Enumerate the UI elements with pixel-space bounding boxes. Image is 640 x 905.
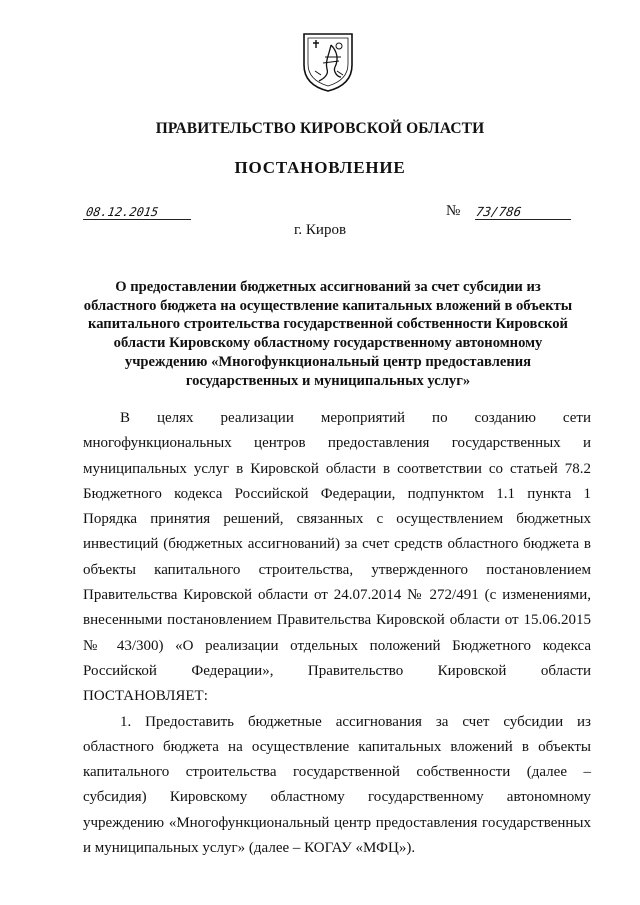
subject-line: капитального строительства государственной собственности Кировской [88, 316, 568, 333]
body-line: многофункциональных центров предоставления государственных и [83, 435, 591, 452]
document-number [446, 203, 572, 220]
body-line: № 43/300) «О реализации отдельных положений Бюджетного кодекса [83, 637, 591, 654]
body-line: учреждению «Многофункциональный центр предоставления государственных [83, 814, 591, 831]
body-line: В целях реализации мероприятий по созданию сети [120, 410, 591, 426]
subject-line: О предоставлении бюджетных ассигнований за счет субсидии из [115, 279, 541, 295]
city: г. Киров [293, 222, 347, 238]
kirov-coat-of-arms-icon [301, 31, 355, 93]
subject-line: области Кировскому областному государственному автономному [113, 335, 543, 352]
body-line: субсидия) Кировскому областному государственному автономному [83, 789, 591, 806]
document-type: ПОСТАНОВЛЕНИЕ [234, 158, 406, 177]
number-sign: № [446, 203, 461, 219]
subject-line: областного бюджета на осуществление капитальных вложений в объекты [83, 297, 573, 314]
subject-line: учреждению «Многофункциональный центр предоставления [124, 353, 532, 370]
number-value: 73/786 [475, 205, 573, 220]
body-line: Бюджетного кодекса Российской Федерации, подпунктом 1.1 пункта 1 [83, 485, 591, 502]
body-line: муниципальных услуг в Кировской области в соответствии со статьей 78.2 [83, 460, 591, 477]
body-line: внесенными постановлением Правительства Кировской области от 15.06.2015 [83, 612, 591, 629]
body-line: капитального строительства государственной собственности (далее – [83, 764, 591, 781]
subject-line: государственных и муниципальных услуг» [185, 372, 471, 389]
government-title: ПРАВИТЕЛЬСТВО КИРОВСКОЙ ОБЛАСТИ [155, 120, 485, 137]
body-line: областного бюджета на осуществление капитальных вложений в объекты [83, 738, 591, 755]
document-body [83, 406, 591, 861]
body-line: 1. Предоставить бюджетные ассигнования за счет субсидии из [120, 713, 591, 730]
body-line: объекты капитального строительства, утвержденного постановлением [83, 561, 591, 578]
body-line: Российской Федерации», Правительство Кировской области [83, 662, 591, 679]
body-line: Правительства Кировской области от 24.07.2014 № 272/491 (с изменениями, [83, 587, 591, 604]
body-line: Порядка принятия решений, связанных с осуществлением бюджетных [83, 511, 591, 528]
document-date: 08.12.2015 [83, 205, 193, 220]
body-line: и муниципальных услуг» (далее – КОГАУ «МФЦ»). [83, 840, 416, 857]
body-line: ПОСТАНОВЛЯЕТ: [83, 688, 208, 705]
body-line: инвестиций (бюджетных ассигнований) за счет средств областного бюджета в [83, 536, 591, 553]
document-subject [58, 278, 598, 390]
